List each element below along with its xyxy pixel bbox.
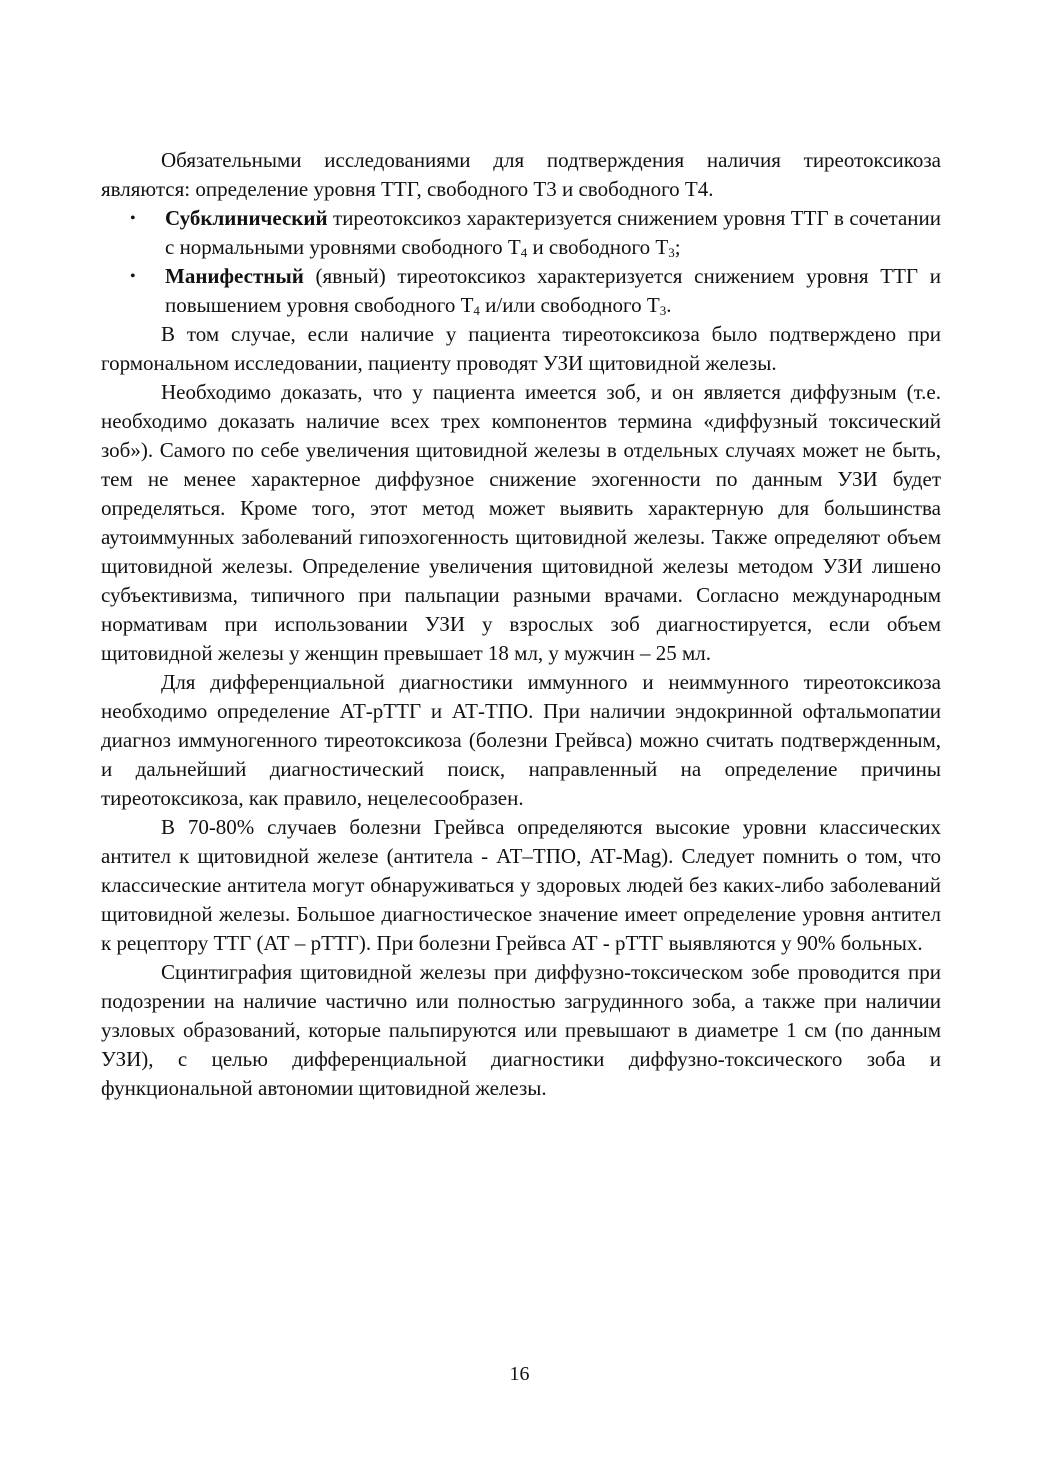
subscript: 4 (520, 245, 528, 260)
thyrotoxicosis-types-list (101, 204, 941, 320)
paragraph-antibodies: В 70-80% случаев болезни Грейвса определяются высокие уровни классических антител к щитовидной железе (антитела - АТ–ТПО, АТ-Mag). Следует помнить о том, что классические антитела могут обнаруживаться у здоровых людей без каких-либо заболеваний щитовидной железы. Большое диагностическое значение имеет определение уровня антител к рецептору ТТГ (АТ – рТТГ). При болезни Грейвса АТ - рТТГ выявляются у 90% больных. (101, 815, 941, 955)
bullet-icon: • (130, 268, 136, 285)
paragraph-required-tests: Обязательными исследованиями для подтверждения наличия тиреотоксикоза являются: определение уровня ТТГ, свободного Т3 и свободного Т4. (101, 148, 941, 201)
paragraph-differential-diagnosis: Для дифференциальной диагностики иммунного и неиммунного тиреотоксикоза необходимо определение АТ-рТТГ и АТ-ТПО. При наличии эндокринной офтальмопатии диагноз иммуногенного тиреотоксикоза (болезни Грейвса) можно считать подтвержденным, и дальнейший диагностический поиск, направленный на определение причины тиреотоксикоза, как правило, нецелесообразен. (101, 670, 941, 810)
definition-text: ; (674, 235, 681, 259)
term-subclinical: Субклинический (165, 206, 328, 230)
subscript: 3 (668, 245, 675, 260)
page-body (101, 146, 941, 1103)
list-item-manifest (101, 262, 941, 320)
paragraph-scintigraphy: Сцинтиграфия щитовидной железы при диффузно-токсическом зобе проводится при подозрении на наличие частично или полностью загрудинного зоба, а также при наличии узловых образований, которые пальпируются или превышают в диаметре 1 см (по данным УЗИ), с целью дифференциальной диагностики диффузно-токсического зоба и функциональной автономии щитовидной железы. (101, 960, 941, 1100)
bullet-icon: • (130, 210, 136, 227)
definition-text: и свободного Т (527, 235, 669, 259)
paragraph-goiter-evidence: Необходимо доказать, что у пациента имеется зоб, и он является диффузным (т.е. необходимо доказать наличие всех трех компонентов термина «диффузный токсический зоб»). Самого по себе увеличения щитовидной железы в отдельных случаях может не быть, тем не менее характерное диффузное снижение эхогенности по данным УЗИ будет определяться. Кроме того, этот метод может выявить характерную для большинства аутоиммунных заболеваний гипоэхогенность щитовидной железы. Также определяют объем щитовидной железы. Определение увеличения щитовидной железы методом УЗИ лишено субъективизма, типичного при пальпации разными врачами. Согласно международным нормативам при использовании УЗИ у взрослых зоб диагностируется, если объем щитовидной железы у женщин превышает 18 мл, у мужчин – 25 мл. (101, 380, 941, 665)
paragraph-ultrasound: В том случае, если наличие у пациента тиреотоксикоза было подтверждено при гормональном исследовании, пациенту проводят УЗИ щитовидной железы. (101, 322, 941, 375)
subscript: 3 (659, 303, 667, 318)
definition-text: . (666, 293, 672, 317)
term-manifest: Манифестный (165, 264, 304, 288)
page-number: 16 (509, 1363, 530, 1385)
subscript: 4 (473, 303, 480, 318)
definition-text: и/или свободного Т (479, 293, 660, 317)
definition-text: тиреотоксикоз характеризуется снижением уровня ТТГ в сочетании с нормальными уровнями свободного Т (165, 206, 941, 259)
definition-text: (явный) тиреотоксикоз характеризуется снижением уровня ТТГ и повышением уровня свободного Т (165, 264, 941, 317)
list-item-subclinical (101, 204, 941, 262)
